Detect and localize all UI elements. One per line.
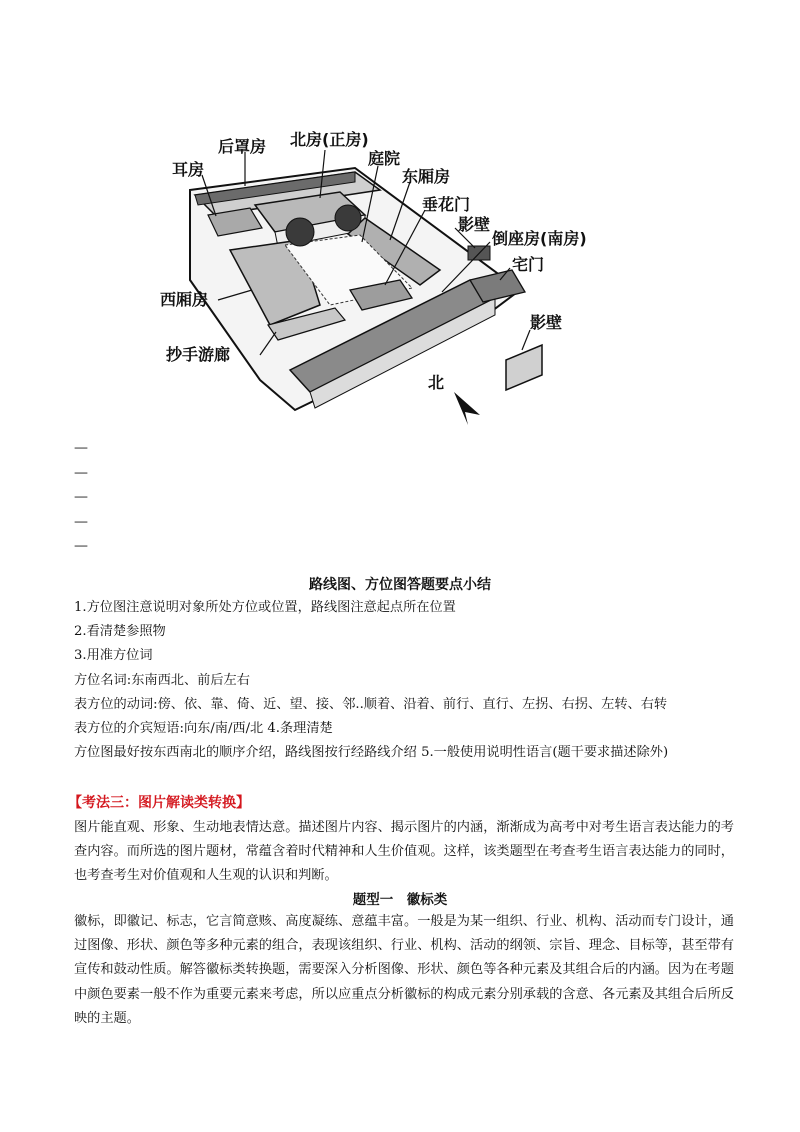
dash-line: — <box>74 513 88 530</box>
subsection-paragraph: 徽标，即徽记、标志，它言简意赅、高度凝练、意蕴丰富。一般是为某一组织、行业、机构、活动而专门设计，通过图像、形状、颜色等多种元素的组合，表现该组织、行业、机构、活动的纲领、宗旨、理念、目标等，甚至带有宣传和鼓动性质。解答徽标类转换题，需要深入分析图像、形状、颜色等各种元素及其组合后的内涵。因为在考题中颜色要素一般不作为重要元素来考虑，所以应重点分析徽标的构成元素分别承载的含意、各元素及其组合后所反映的主题。 <box>74 914 734 1026</box>
summary-line: 2.看清楚参照物 <box>74 624 166 640</box>
dash-line: — <box>74 464 88 481</box>
tree-right <box>335 205 361 231</box>
label-south-house: 倒座房(南房) <box>492 229 587 248</box>
spirit-wall-outer <box>506 345 542 390</box>
dash-line: — <box>74 489 88 505</box>
section-heading: 【考法三：图片解读类转换】 <box>68 795 250 811</box>
summary-lines <box>74 596 734 765</box>
label-spirit-wall-outer: 影壁 <box>530 313 563 332</box>
summary-line: 1.方位图注意说明对象所处方位或位置，路线图注意起点所在位置 <box>74 600 456 615</box>
label-north-house: 北房(正房) <box>290 130 369 149</box>
label-courtyard: 庭院 <box>368 149 401 168</box>
north-arrow-icon <box>454 392 480 425</box>
summary-line: 3.用准方位词 <box>74 648 153 664</box>
label-spirit-wall-inner: 影壁 <box>458 215 491 234</box>
summary-title: 路线图、方位图答题要点小结 <box>309 577 491 593</box>
label-houzhao-fang: 后罩房 <box>218 137 267 156</box>
courtyard-illustration <box>150 120 610 430</box>
label-ear-house: 耳房 <box>172 160 205 179</box>
label-hanging-flower-gate: 垂花门 <box>422 195 471 214</box>
summary-line: 方位名词:东南西北、前后左右 <box>74 672 250 688</box>
subsection-title: 题型一 徽标类 <box>352 892 448 908</box>
label-north-direction: 北 <box>428 373 445 392</box>
siheyuan-diagram <box>150 120 610 430</box>
label-west-wing: 西厢房 <box>160 290 209 309</box>
summary-line: 表方位的动词:傍、依、靠、倚、近、望、接、邻..顺着、沿着、前行、直行、左拐、右拐、左转、右转 <box>74 696 668 712</box>
dash-list <box>74 436 88 559</box>
dash-line: — <box>74 440 88 456</box>
tree-left <box>286 218 314 246</box>
summary-line: 方位图最好按东西南北的顺序介绍，路线图按行经路线介绍 5.一般使用说明性语言(题干要求描述除外) <box>74 745 669 761</box>
label-veranda-corridor: 抄手游廊 <box>166 345 231 364</box>
summary-line: 表方位的介宾短语:向东/南/西/北 4.条理清楚 <box>74 721 333 737</box>
label-east-wing: 东厢房 <box>402 167 451 186</box>
section-paragraph: 图片能直观、形象、生动地表情达意。描述图片内容、揭示图片的内涵，渐渐成为高考中对考生语言表达能力的考查内容。而所选的图片题材，常蕴含着时代精神和人生价值观。这样，该类题型在考查考生语言表达能力的同时，也考查考生对价值观和人生观的认识和判断。 <box>74 820 734 884</box>
dash-line: — <box>74 538 88 554</box>
label-main-gate: 宅门 <box>512 255 545 274</box>
